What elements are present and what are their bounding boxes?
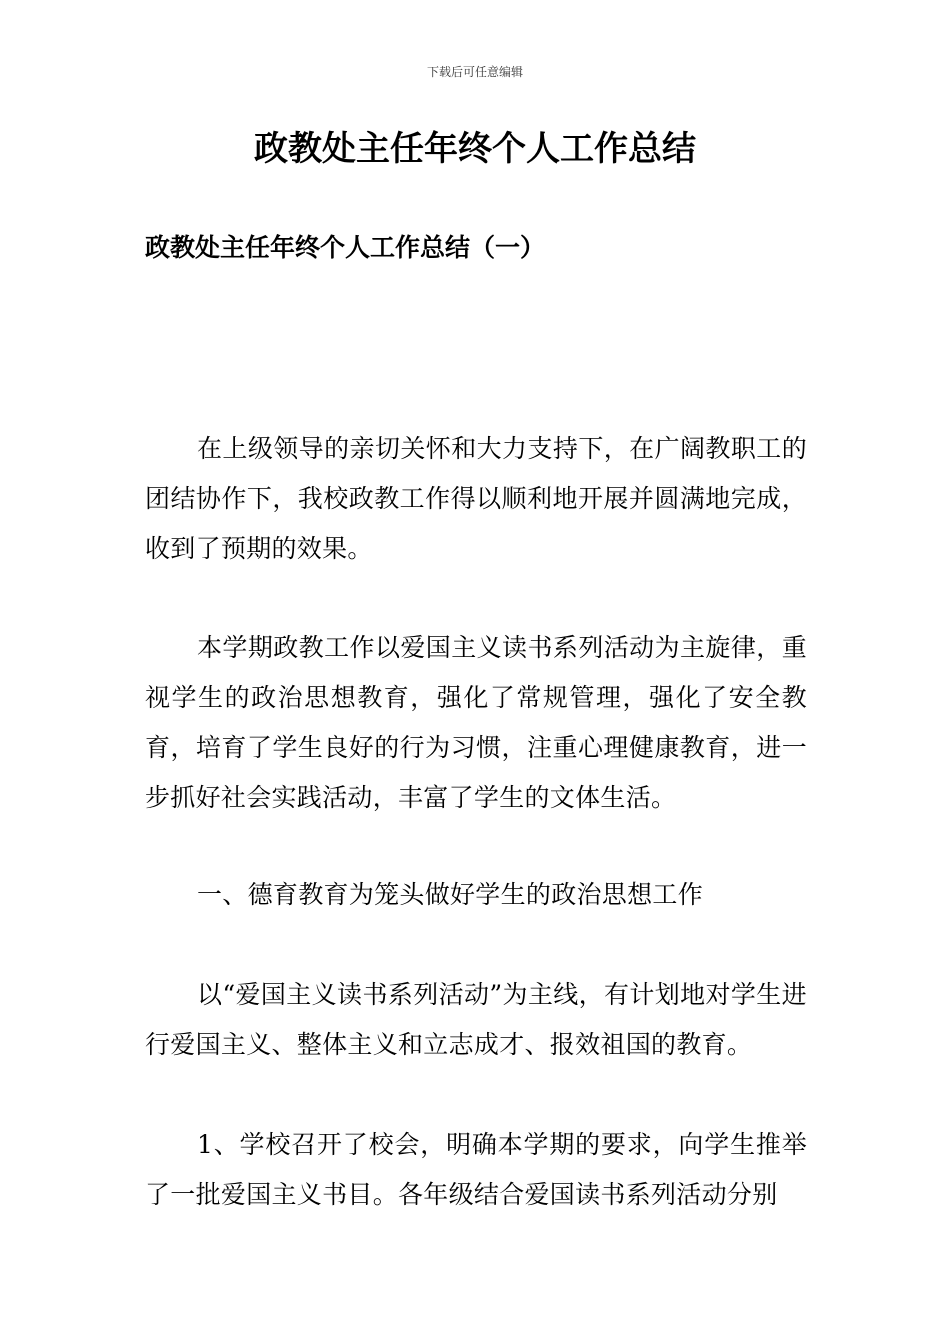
document-title: 政教处主任年终个人工作总结 bbox=[254, 129, 696, 169]
paragraph-overview: 本学期政教工作以爱国主义读书系列活动为主旋律，重视学生的政治思想教育，强化了常规管理，强化了安全教育，培育了学生良好的行为习惯，注重心理健康教育，进一步抓好社会实践活动，丰富了学生的文体生活。 bbox=[145, 633, 807, 812]
paragraph-subheading-1: 一、德育教育为笼头做好学生的政治思想工作 bbox=[197, 880, 704, 909]
header-note: 下载后可任意编辑 bbox=[426, 65, 523, 79]
paragraph-item-1: 1、学校召开了校会，明确本学期的要求，向学生推举了一批爱国主义书目。各年级结合爱国读书系列活动分别 bbox=[145, 1130, 807, 1209]
section-heading: 政教处主任年终个人工作总结（一） bbox=[145, 233, 546, 262]
paragraph-intro: 在上级领导的亲切关怀和大力支持下，在广阔教职工的团结协作下，我校政教工作得以顺利地开展并圆满地完成，收到了预期的效果。 bbox=[145, 434, 807, 563]
paragraph-mainline: 以“爱国主义读书系列活动”为主线，有计划地对学生进行爱国主义、整体主义和立志成才、报效祖国的教育。 bbox=[145, 980, 807, 1059]
